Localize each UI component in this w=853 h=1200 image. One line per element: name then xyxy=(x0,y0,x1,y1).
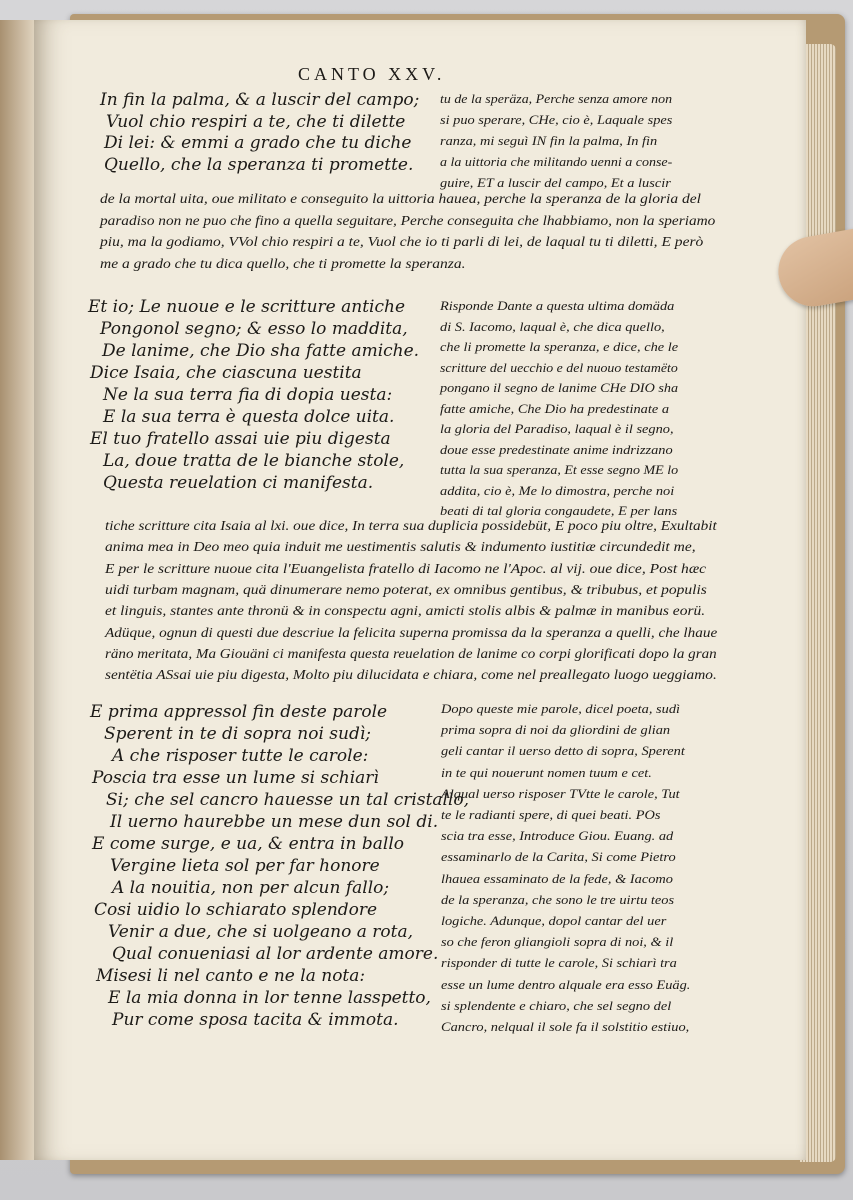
commentary-line: Cancro, nelqual il sole fa il solstitio estiuo, xyxy=(441,1020,690,1034)
verse-line: A la nouitia, non per alcun fallo; xyxy=(112,878,390,898)
verse-line: Vuol chio respiri a te, che ti dilette xyxy=(106,111,406,132)
commentary-prose-line: et linguis, stantes ante thronü & in conspectu agni, amicti stolis albis & palmæ in manibus eorü. xyxy=(105,603,706,619)
commentary-line: fatte amiche, Che Dio ha predestinate a xyxy=(440,401,670,416)
verse-line: Di lei: & emmi a grado che tu diche xyxy=(104,133,412,153)
verse-line: E la mia donna in lor tenne lasspetto, xyxy=(108,988,431,1008)
verse-line: Venir a due, che si uolgeano a rota, xyxy=(108,922,413,942)
verse-line: De lanime, che Dio sha fatte amiche. xyxy=(102,341,420,361)
verse-line: Et io; Le nuoue e le scritture antiche xyxy=(88,297,406,317)
commentary-line: a la uittoria che militando uenni a conse- xyxy=(440,155,673,169)
commentary-line: si puo sperare, CHe, cio è, Laquale spes xyxy=(440,113,673,127)
commentary-line: de la speranza, che sono le tre uirtu teos xyxy=(441,892,675,907)
commentary-prose-line: anima mea in Deo meo quia induit me uestimentis salutis & indumento iustitiæ circundedit me, xyxy=(105,539,696,555)
commentary-line: si splendente e chiaro, che sel segno del xyxy=(441,998,672,1013)
verse-line: In fin la palma, & a luscir del campo; xyxy=(100,90,420,110)
commentary-line: scia tra esse, Introduce Giou. Euang. ad xyxy=(441,829,674,844)
commentary-line: pongano il segno de lanime CHe DIO sha xyxy=(440,381,679,395)
commentary-prose-line: de la mortal uita, oue militato e conseguito la uittoria hauea, perche la speranza de la gloria del xyxy=(100,191,701,206)
commentary-line: prima sopra di noi da gliordini de glian xyxy=(441,723,671,738)
commentary-prose-line: E per le scritture nuoue cita l'Euangelista fratello di Iacomo ne l'Apoc. al vij. oue dice, Post hæc xyxy=(105,560,707,576)
commentary-line: la gloria del Paradiso, laqual è il segno, xyxy=(440,422,674,436)
verse-line: Misesi li nel canto e ne la nota: xyxy=(96,966,366,986)
commentary-line: logiche. Adunque, dopol cantar del uer xyxy=(441,914,667,928)
commentary-line: esse un lume dentro alquale era esso Euäg. xyxy=(441,977,691,992)
verse-line: Pur come sposa tacita & immota. xyxy=(112,1010,399,1030)
commentary-prose-line: piu, ma la godiamo, VVol chio respiri a te, Vuol che io ti parli di lei, de laqual tu ti diletti, E però xyxy=(100,234,704,249)
commentary-line: doue esse predestinate anime indrizzano xyxy=(440,442,673,457)
commentary-line: ranza, mi seguì IN fin la palma, In fin xyxy=(440,134,658,148)
verse-line: E prima appressol fin deste parole xyxy=(90,702,388,722)
verse-line: Il uerno haurebbe un mese dun sol di. xyxy=(110,812,439,832)
commentary-line: che li promette la speranza, e dice, che le xyxy=(440,340,679,354)
commentary-line: risponder di tutte le carole, Si schiarì tra xyxy=(441,956,677,971)
verse-line: Dice Isaia, che ciascuna uestita xyxy=(90,363,362,383)
commentary-prose-line: tiche scritture cita Isaia al lxi. oue dice, In terra sua duplicia possidebüt, E poco piu oltre, Exultabit xyxy=(105,518,717,533)
commentary-line: scritture del uecchio e del nuouo testamëto xyxy=(440,360,678,375)
verse-line: Vergine lieta sol per far honore xyxy=(110,856,380,876)
commentary-line: Alqual uerso risposer TVtte le carole, Tut xyxy=(441,786,680,801)
commentary-line: tutta la sua speranza, Et esse segno ME lo xyxy=(440,463,679,477)
verse-line: Qual conueniasi al lor ardente amore. xyxy=(112,944,439,964)
verse-line: Si; che sel cancro hauesse un tal cristallo, xyxy=(106,790,470,810)
verse-line: Quello, che la speranza ti promette. xyxy=(104,154,414,175)
commentary-line: beati di tal gloria congaudete, E per lans xyxy=(440,504,678,518)
commentary-line: tu de la speräza, Perche senza amore non xyxy=(440,92,673,106)
commentary-line: so che feron gliangioli sopra di noi, & il xyxy=(441,935,674,950)
page-title: CANTO XXV. xyxy=(298,64,446,84)
commentary-line: di S. Iacomo, laqual è, che dica quello, xyxy=(440,319,665,334)
commentary-line: in te qui nouerunt nomen tuum e cet. xyxy=(441,765,652,780)
verse-line: El tuo fratello assai uie piu digesta xyxy=(90,429,391,449)
commentary-prose-line: paradiso non ne puo che fino a quella seguitare, Perche conseguita che lhabbiamo, non la speriamo xyxy=(100,212,716,228)
verse-line: E come surge, e ua, & entra in ballo xyxy=(92,834,405,854)
verse-line: Pongonol segno; & esso lo maddita, xyxy=(100,319,408,339)
commentary-line: Dopo queste mie parole, dicel poeta, sudì xyxy=(441,702,681,716)
verse-line: La, doue tratta de le bianche stole, xyxy=(103,451,405,471)
verse-line: Poscia tra esse un lume si schiarì xyxy=(92,768,379,788)
commentary-prose-line: Adüque, ognun di questi due descriue la felicita superna promissa da la speranza a quelli, che lhaue xyxy=(105,624,718,640)
verse-line: E la sua terra è questa dolce uita. xyxy=(103,407,395,427)
commentary-line: addita, cio è, Me lo dimostra, perche noi xyxy=(440,483,675,498)
verse-line: Ne la sua terra fia di dopia uesta: xyxy=(103,385,393,405)
commentary-line: lhauea essaminato de la fede, & Iacomo xyxy=(441,871,673,886)
verse-line: Questa reuelation ci manifesta. xyxy=(103,473,374,493)
commentary-prose-line: uidi turbam magnam, quä dinumerare nemo poterat, ex omnibus gentibus, & tribubus, et populis xyxy=(105,581,707,597)
commentary-line: essaminarlo de la Carita, Si come Pietro xyxy=(441,850,676,865)
commentary-prose-line: sentëtia ASsai uie piu digesta, Molto piu dilucidata e chiara, come nel preallegato luogo ueggiamo. xyxy=(105,667,717,683)
verse-line: Sperent in te di sopra noi sudì; xyxy=(104,724,372,744)
commentary-prose-line: me a grado che tu dica quello, che ti promette la speranza. xyxy=(100,255,466,271)
verse-line: A che risposer tutte le carole: xyxy=(112,746,369,766)
commentary-line: geli cantar il uerso detto di sopra, Sperent xyxy=(441,744,685,759)
commentary-line: te le radianti spere, di quei beati. POs xyxy=(441,808,661,822)
commentary-line: Risponde Dante a questa ultima domäda xyxy=(440,299,675,313)
verse-line: Cosi uidio lo schiarato splendore xyxy=(94,900,378,920)
commentary-prose-line: räno meritata, Ma Giouäni ci manifesta questa reuelation de lanime co corpi glorificati dopo la gran xyxy=(105,645,717,661)
commentary-line: guire, ET a luscir del campo, Et a luscir xyxy=(440,176,671,190)
